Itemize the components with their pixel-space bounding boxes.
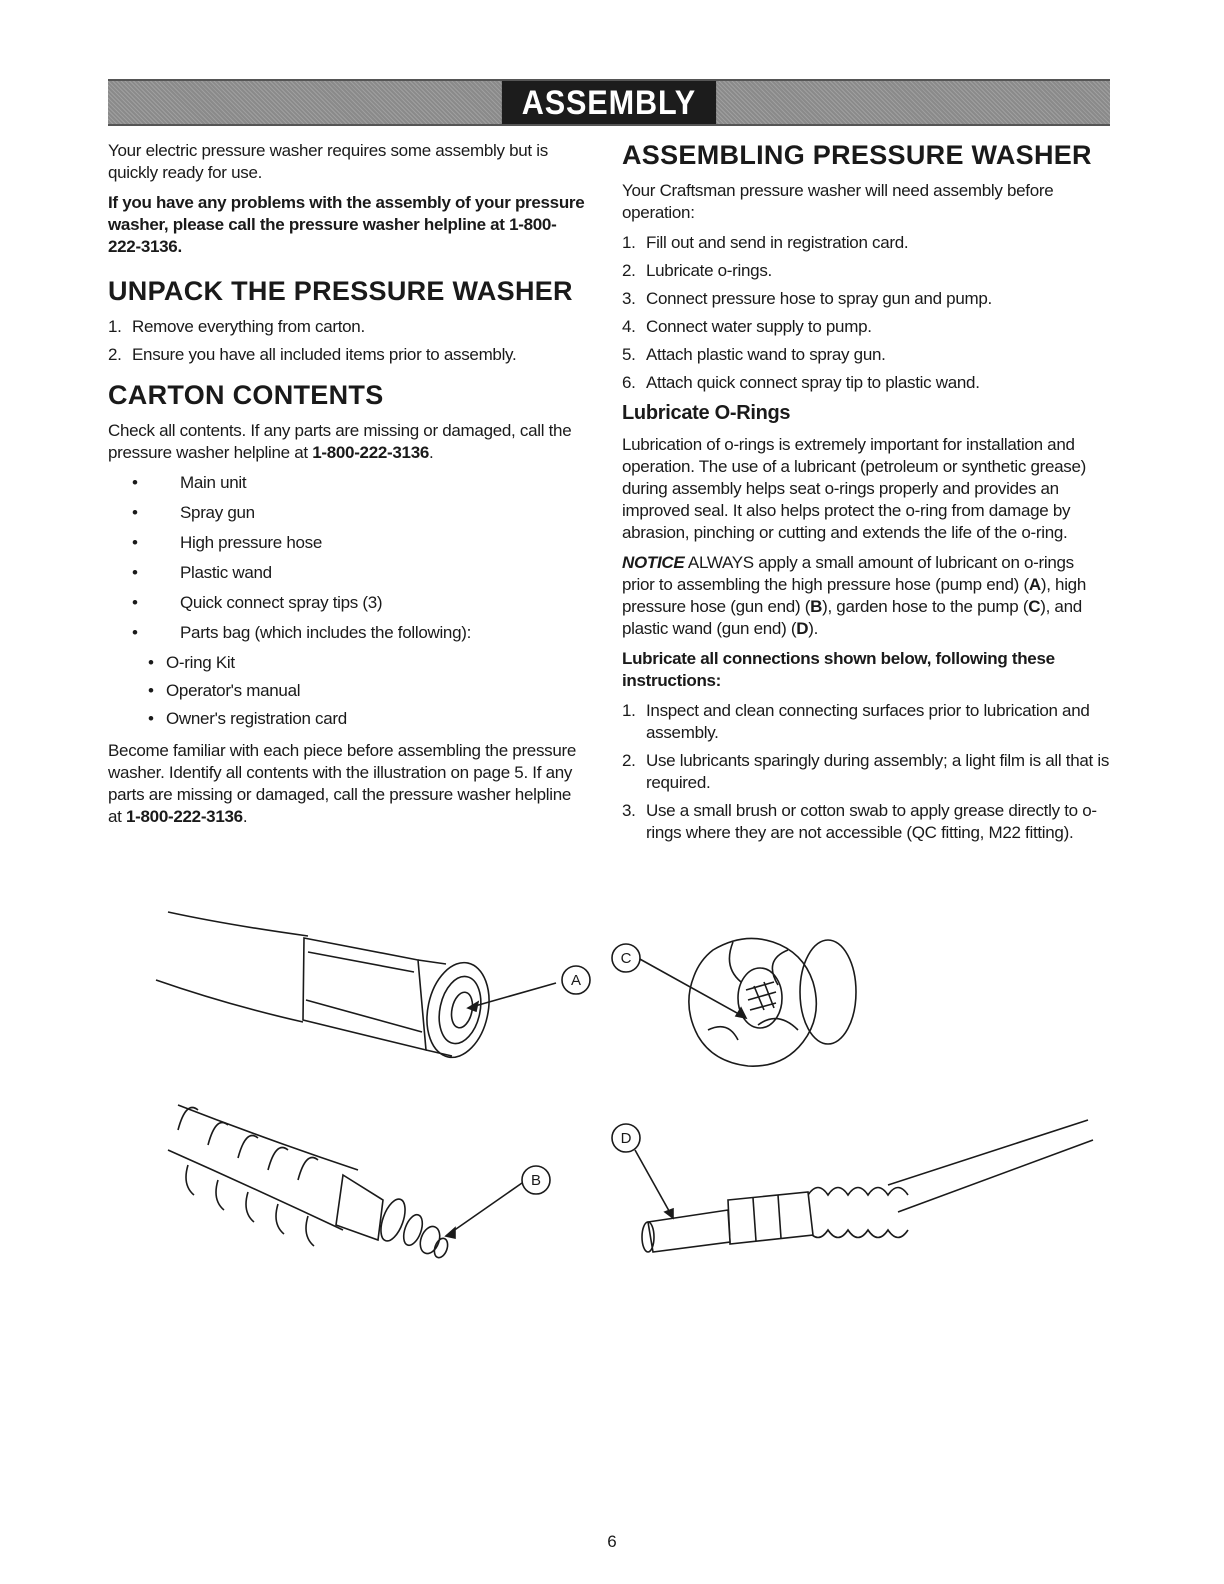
label-a: A xyxy=(570,972,582,989)
section-banner xyxy=(108,79,1110,126)
helpline-phone: 1-800-222-3136 xyxy=(312,443,430,462)
list-item: 6. Attach quick connect spray tip to plastic wand. xyxy=(622,373,980,392)
carton-outro: Become familiar with each piece before assembling the pressure washer. Identify all contents with the illustration on page 5. If any parts are missing or damaged, call the pressure washer helpline at 1-800-222-3136. xyxy=(108,741,577,826)
carton-intro: Check all contents. If any parts are missing or damaged, call the pressure washer helpline at 1-800-222-3136. xyxy=(108,421,572,462)
list-item: 2. Lubricate o-rings. xyxy=(622,261,772,280)
intro-paragraph: Your electric pressure washer requires some assembly but is quickly ready for use. xyxy=(108,141,548,182)
list-item: 1. Remove everything from carton. xyxy=(108,317,365,336)
list-item: 1. Inspect and clean connecting surfaces prior to lubrication and assembly. xyxy=(622,701,1090,742)
label-b: B xyxy=(530,1172,542,1189)
list-item: • Parts bag (which includes the following): xyxy=(132,623,472,642)
unpack-steps xyxy=(108,316,588,366)
lubricate-body: Lubrication of o-rings is extremely important for installation and operation. The use of a lubricant (petroleum or synthetic grease) during assembly helps seat o-rings properly and provides an improved seal. It also helps protect the o-ring from damage by abrasion, pinching or cutting and extends the life of the o-ring. xyxy=(622,435,1087,542)
instructions-heading: Lubricate all connections shown below, following these instructions: xyxy=(622,649,1055,690)
list-item: • Owner's registration card xyxy=(148,709,347,728)
list-item: • High pressure hose xyxy=(132,533,323,552)
notice-label: NOTICE xyxy=(622,553,685,572)
connection-illustrations xyxy=(108,900,1110,1320)
assembly-steps xyxy=(622,232,1110,394)
helpline-note: If you have any problems with the assembly of your pressure washer, please call the pressure washer helpline at 1-800-222-3136. xyxy=(108,193,585,256)
hose-pump-end-illustration xyxy=(156,912,556,1063)
section-title: ASSEMBLY xyxy=(502,81,716,124)
list-item: • Plastic wand xyxy=(132,563,272,582)
list-item: 4. Connect water supply to pump. xyxy=(622,317,872,336)
unpack-heading: UNPACK THE PRESSURE WASHER xyxy=(108,276,573,306)
list-item: 2. Ensure you have all included items prior to assembly. xyxy=(108,345,517,364)
list-item: 2. Use lubricants sparingly during assembly; a light film is all that is required. xyxy=(622,751,1110,792)
carton-heading: CARTON CONTENTS xyxy=(108,380,384,410)
list-item: • Operator's manual xyxy=(148,681,301,700)
notice-paragraph: NOTICE ALWAYS apply a small amount of lubricant on o-rings prior to assembling the high pressure hose (pump end) (A), high pressure hose (gun end) (B), garden hose to the pump (C), and plastic wand (gun end) (D). xyxy=(622,553,1086,638)
pump-inlet-illustration xyxy=(638,938,856,1066)
right-column xyxy=(622,140,1110,852)
label-d: D xyxy=(620,1130,632,1147)
list-item: 1. Fill out and send in registration card. xyxy=(622,233,909,252)
list-item: • Quick connect spray tips (3) xyxy=(132,593,383,612)
label-c: C xyxy=(620,950,632,967)
parts-bag-items xyxy=(108,652,588,730)
list-item: 5. Attach plastic wand to spray gun. xyxy=(622,345,886,364)
lubricate-heading: Lubricate O-Rings xyxy=(622,402,791,424)
lubrication-instructions xyxy=(622,700,1110,844)
list-item: • Spray gun xyxy=(132,503,255,522)
carton-items xyxy=(108,472,588,644)
list-item: 3. Use a small brush or cotton swab to apply grease directly to o-rings where they are not accessible (QC fitting, M22 fitting). xyxy=(622,801,1097,842)
helpline-phone: 1-800-222-3136 xyxy=(126,807,243,826)
list-item: • O-ring Kit xyxy=(148,653,235,672)
list-item: 3. Connect pressure hose to spray gun and pump. xyxy=(622,289,992,308)
hose-gun-end-illustration xyxy=(168,1105,522,1259)
wand-gun-end-illustration xyxy=(635,1120,1093,1252)
assembling-heading: ASSEMBLING PRESSURE WASHER xyxy=(622,140,1092,170)
assembling-intro: Your Craftsman pressure washer will need assembly before operation: xyxy=(622,181,1054,222)
left-column xyxy=(108,140,588,836)
list-item: • Main unit xyxy=(132,473,247,492)
page-number: 6 xyxy=(607,1532,617,1551)
